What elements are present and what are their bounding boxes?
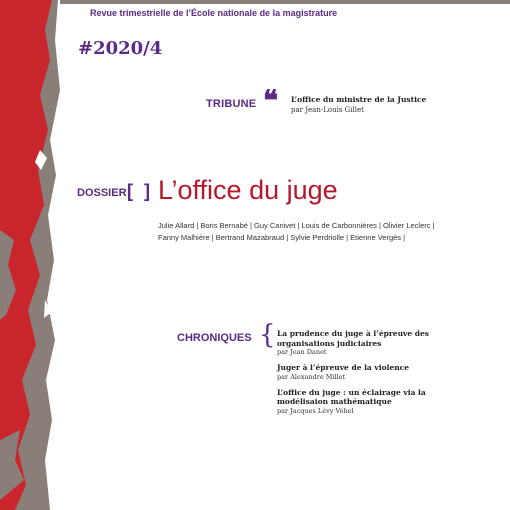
- list-item: [277, 388, 477, 416]
- chroniques-kicker: CHRONIQUES: [177, 332, 252, 344]
- list-item: [277, 363, 477, 382]
- chronique-author: par Jean Danet: [277, 348, 327, 356]
- dossier-title: L’office du juge: [158, 175, 338, 205]
- dossier-kicker: DOSSIER: [77, 187, 127, 199]
- chroniques-list: [277, 329, 477, 422]
- cover-edge-artwork: [0, 0, 90, 510]
- issue-number: #2020/4: [78, 38, 163, 59]
- top-color-strip: [60, 0, 510, 4]
- chronique-title: L’office du juge : un éclairage via la modélisaion mathématique: [277, 387, 426, 406]
- bracket-icon: [ ]: [127, 181, 153, 201]
- journal-tagline: Revue trimestrielle de l’École nationale de la magistrature: [90, 8, 338, 18]
- chronique-author: par Alexandre Millet: [277, 372, 346, 381]
- chronique-title: Juger à l’épreuve de la violence: [277, 363, 410, 372]
- tribune-kicker: TRIBUNE: [206, 98, 257, 110]
- tribune-author: par Jean-Louis Gillet: [291, 106, 364, 114]
- list-item: [277, 329, 477, 357]
- brace-icon: {: [259, 320, 276, 350]
- tribune-title: L’office du ministre de la Justice: [291, 95, 427, 104]
- chronique-title: La prudence du juge à l’épreuve des organisations judiciaires: [277, 329, 430, 348]
- quote-icon: ❝: [263, 84, 279, 117]
- dossier-authors: Julie Allard | Boris Bernabé | Guy Canivet | Louis de Carbonnières | Olivier Leclerc | Fanny Malhière | Bertrand Mazabraud | Sylvie Perdriolle | Etienne Vergès |: [158, 221, 435, 242]
- chronique-author: par Jacques Lévy Véhel: [277, 406, 354, 415]
